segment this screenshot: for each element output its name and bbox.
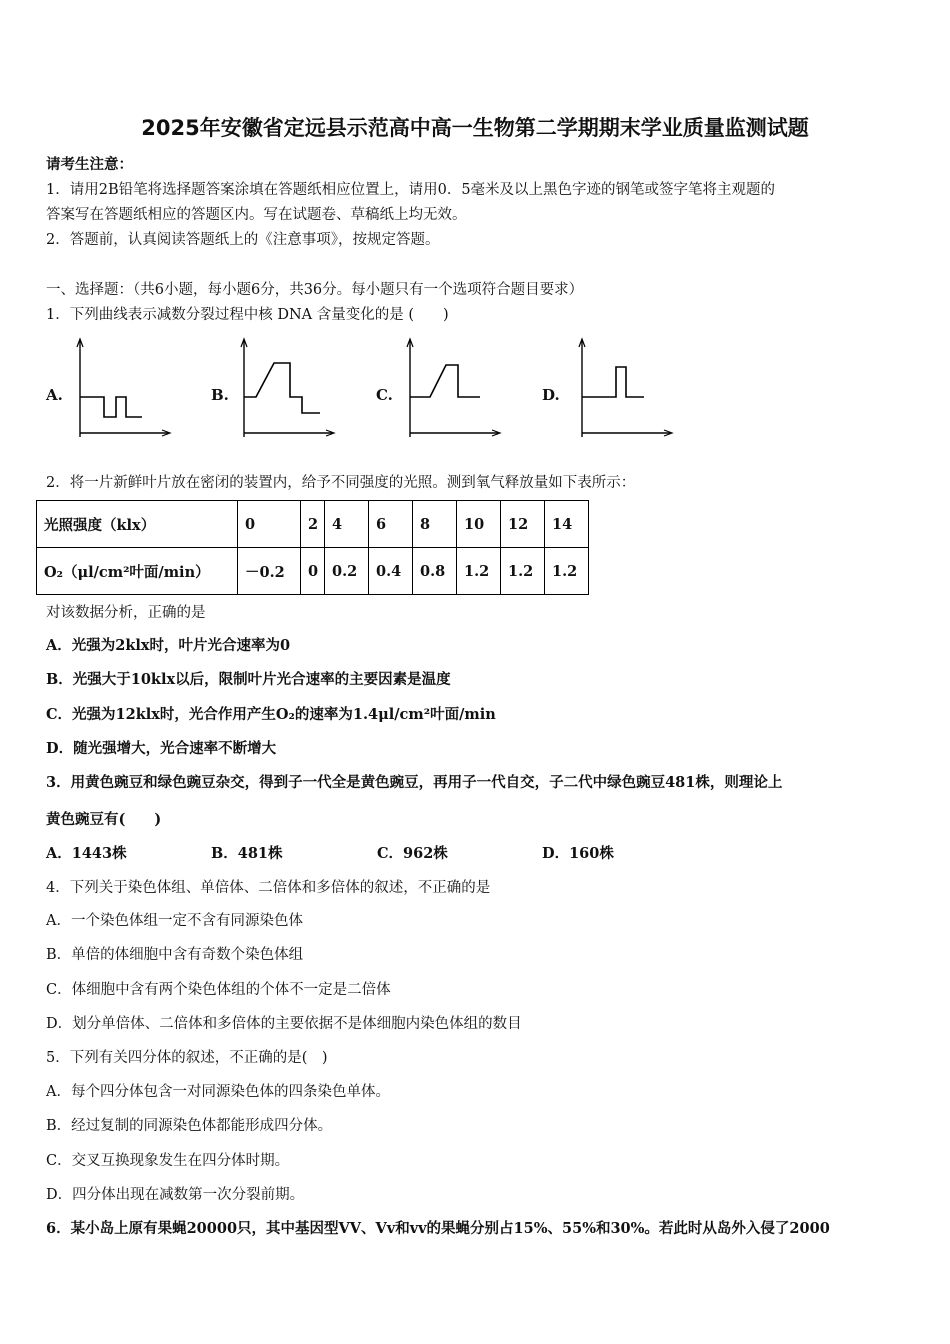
section-heading: 一、选择题：（共6小题，每小题6分，共36分。每小题只有一个选项符合题目要求）: [46, 282, 584, 298]
question-3-option-b: B．481株: [211, 845, 283, 862]
graph-c-curve: [410, 365, 480, 397]
table-row-header: O₂（μl/cm²叶面/min）: [37, 548, 238, 595]
notice-item-1-line-1: 1．请用2B铅笔将选择题答案涂填在答题纸相应位置上，请用0．5毫米及以上黑色字迹的钢笔或签字笔将主观题的: [46, 182, 776, 198]
graph-a-curve: [80, 397, 142, 417]
graph-b-label: B.: [211, 386, 229, 404]
question-4-option-d: D．划分单倍体、二倍体和多倍体的主要依据不是体细胞内染色体组的数目: [46, 1016, 522, 1032]
question-2-followup: 对该数据分析，正确的是: [46, 605, 206, 621]
graph-a-label: A.: [46, 386, 63, 404]
notice-item-2: 2．答题前，认真阅读答题纸上的《注意事项》，按规定答题。: [46, 232, 440, 248]
question-4-option-b: B．单倍的体细胞中含有奇数个染色体组: [46, 947, 304, 963]
question-2-option-a: A．光强为2klx时，叶片光合速率为0: [46, 637, 291, 654]
table-cell: 1.2: [501, 548, 545, 595]
table-cell: 10: [457, 501, 501, 548]
table-cell: 0.2: [325, 548, 369, 595]
notice-item-1-line-2: 答案写在答题纸相应的答题区内。写在试题卷、草稿纸上均无效。: [46, 207, 467, 223]
page-title: 2025年安徽省定远县示范高中高一生物第二学期期末学业质量监测试题: [141, 116, 809, 140]
question-5-option-a: A．每个四分体包含一对同源染色体的四条染色单体。: [46, 1084, 390, 1100]
question-3-stem-line-1: 3．用黄色豌豆和绿色豌豆杂交，得到子一代全是黄色豌豆，再用子一代自交，子二代中绿色豌豆481株，则理论上: [46, 774, 783, 791]
graph-d-curve: [582, 367, 644, 397]
table-cell: 14: [545, 501, 589, 548]
question-1-stem: 1．下列曲线表示减数分裂过程中核 DNA 含量变化的是 ( ): [46, 307, 449, 323]
table-cell: 4: [325, 501, 369, 548]
question-2-option-d: D．随光强增大，光合速率不断增大: [46, 740, 277, 757]
question-4-stem: 4．下列关于染色体组、单倍体、二倍体和多倍体的叙述，不正确的是: [46, 880, 491, 896]
table-cell: 8: [413, 501, 457, 548]
question-3-option-a: A．1443株: [46, 845, 127, 862]
table-cell: 0.8: [413, 548, 457, 595]
graph-d-label: D.: [542, 386, 560, 404]
graph-d: [572, 335, 676, 440]
question-2-stem: 2．将一片新鲜叶片放在密闭的装置内，给予不同强度的光照。测到氧气释放量如下表所示：: [46, 475, 636, 491]
table-cell: 0: [301, 548, 325, 595]
table-cell: 2: [301, 501, 325, 548]
table-row-header: 光照强度（klx）: [37, 501, 238, 548]
graph-c: [400, 335, 504, 440]
question-3-option-d: D．160株: [542, 845, 614, 862]
question-3-stem-line-2: 黄色豌豆有( ): [46, 811, 162, 828]
question-4-option-c: C．体细胞中含有两个染色体组的个体不一定是二倍体: [46, 982, 391, 998]
graph-a: [70, 335, 174, 440]
table-cell: 6: [369, 501, 413, 548]
table-cell: 12: [501, 501, 545, 548]
table-cell: 0: [238, 501, 301, 548]
question-5-stem: 5．下列有关四分体的叙述，不正确的是( ): [46, 1050, 328, 1066]
question-5-option-c: C．交叉互换现象发生在四分体时期。: [46, 1153, 290, 1169]
table-cell: 0.4: [369, 548, 413, 595]
table-row: [37, 501, 589, 548]
question-5-option-b: B．经过复制的同源染色体都能形成四分体。: [46, 1118, 333, 1134]
graph-b-curve: [244, 363, 320, 413]
question-2-option-c: C．光强为12klx时，光合作用产生O₂的速率为1.4μl/cm²叶面/min: [46, 706, 496, 723]
table-cell: 1.2: [457, 548, 501, 595]
table-row: [37, 548, 589, 595]
question-6-stem-line-1: 6．某小岛上原有果蝇20000只，其中基因型VV、Vv和vv的果蝇分别占15%、55%和30%。若此时从岛外入侵了2000: [46, 1220, 830, 1237]
light-oxygen-table: [36, 500, 589, 595]
question-5-option-d: D．四分体出现在减数第一次分裂前期。: [46, 1187, 305, 1203]
question-3-option-c: C．962株: [377, 845, 448, 862]
graph-b: [234, 335, 338, 440]
table-cell: 1.2: [545, 548, 589, 595]
graph-c-label: C.: [376, 386, 393, 404]
question-2-option-b: B．光强大于10klx以后，限制叶片光合速率的主要因素是温度: [46, 671, 451, 688]
table-cell: －0.2: [238, 548, 301, 595]
notice-heading: 请考生注意：: [46, 156, 133, 173]
question-4-option-a: A．一个染色体组一定不含有同源染色体: [46, 913, 303, 929]
